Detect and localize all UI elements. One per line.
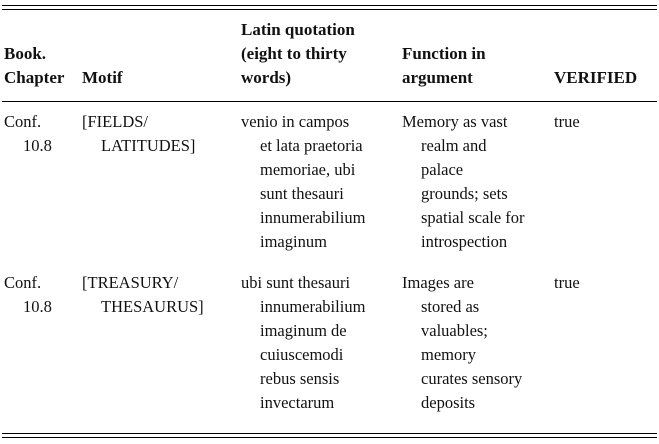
top-rule: [2, 5, 657, 6]
cell-latin-quotation: venio in campos et lata praetoria memoriae, ubi sunt thesauri innumerabilium imaginum: [241, 112, 366, 251]
header-rule: [2, 101, 657, 102]
cell-book-chapter: Conf. 10.8: [4, 112, 52, 155]
cell-verified: true: [554, 273, 580, 292]
cell-verified: true: [554, 112, 580, 131]
cell-motif: [TREASURY/ THESAURUS]: [82, 273, 204, 316]
header-latin-quotation: Latin quotation (eight to thirty words): [241, 20, 355, 87]
bottom-rule: [2, 433, 657, 434]
bottom-rule-inner: [2, 437, 657, 438]
header-function: Function in argument: [402, 44, 486, 87]
header-verified: VERIFIED: [554, 68, 638, 87]
header-book-chapter: Book. Chapter: [4, 44, 65, 87]
cell-latin-quotation: ubi sunt thesauri innumerabilium imaginum de cuiuscemodi rebus sensis invectarum: [241, 273, 366, 412]
top-rule-inner: [2, 9, 657, 10]
cell-book-chapter: Conf. 10.8: [4, 273, 52, 316]
cell-motif: [FIELDS/ LATITUDES]: [82, 112, 196, 155]
cell-function: Images are stored as valuables; memory curates sensory deposits: [402, 273, 523, 412]
header-motif: Motif: [82, 68, 123, 87]
cell-function: Memory as vast realm and palace grounds; sets spatial scale for introspection: [402, 112, 525, 251]
